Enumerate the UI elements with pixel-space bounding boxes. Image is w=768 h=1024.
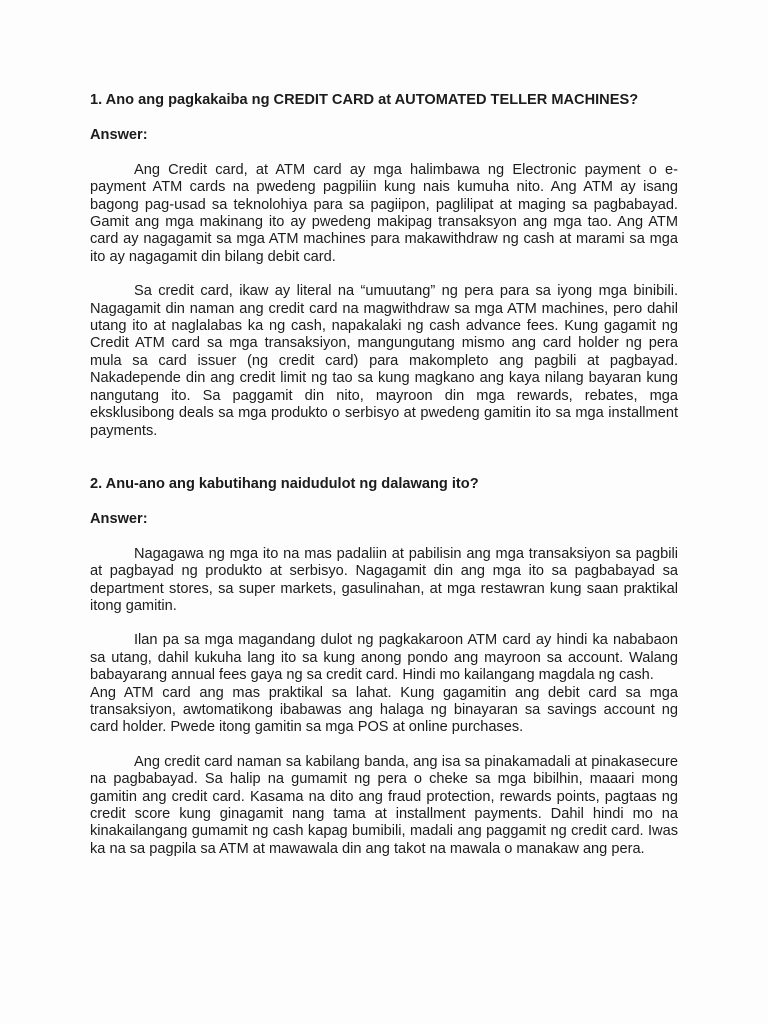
answer-1-paragraph-2: Sa credit card, ikaw ay literal na “umuutang” ng pera para sa iyong mga binibili. Nagagamit din naman ang credit card na magwithdraw sa mga ATM machines, pero dahil utang ito at naglalabas ka ng cash, napakalaki ng cash advance fees. Kung gagamit ng Credit ATM card sa mga transaksiyon, mangungutang mismo ang card holder ng pera mula sa card issuer (ng credit card) para makompleto ang pagbili at pagbayad. Nakadepende din ang credit limit ng tao sa kung magkano ang kaya nilang bayaran kung nangutang ito. Sa paggamit din nito, mayroon din mga rewards, rebates, mga eksklusibong deals sa mga produkto o serbisyo at pwedeng gamitin ito sa mga installment payments. xyxy=(90,283,678,439)
answer-2-paragraph-4: Ang credit card naman sa kabilang banda, ang isa sa pinakamadali at pinakasecure na pagbabayad. Sa halip na gumamit ng pera o cheke sa mga bibilhin, maaari mong gamitin ang credit card. Kasama na dito ang fraud protection, rewards points, pagtaas ng credit score kung ginagamit nang tama at installment payments. Dahil hindi mo na kinakailangang gumamit ng cash kapag bumibili, madali ang paggamit ng credit card. Iwas ka na sa pagpila sa ATM at mawawala din ang takot na mawala o manakaw ang pera. xyxy=(90,753,678,857)
answer-2-paragraph-1: Nagagawa ng mga ito na mas padaliin at pabilisin ang mga transaksiyon sa pagbili at pagbayad ng produkto at serbisyo. Nagagamit din ang mga ito sa pagbabayad sa department stores, sa super markets, gasulinahan, at mga restawran kung saan praktikal itong gamitin. xyxy=(90,545,678,614)
document-body xyxy=(90,92,678,858)
answer-2-label: Answer: xyxy=(90,511,148,528)
answer-2-paragraph-2: Ilan pa sa mga magandang dulot ng pagkakaroon ATM card ay hindi ka nababaon sa utang, dahil kukuha lang ito sa kung anong pondo ang mayroon sa account. Walang babayarang annual fees gaya ng sa credit card. Hindi mo kailangang magdala ng cash. xyxy=(90,632,678,684)
answer-1-label: Answer: xyxy=(90,127,148,144)
paragraph-spacer xyxy=(90,266,678,283)
paragraph-spacer xyxy=(90,737,678,754)
question-1-heading: 1. Ano ang pagkakaiba ng CREDIT CARD at AUTOMATED TELLER MACHINES? xyxy=(90,92,639,108)
section-spacer xyxy=(90,440,678,476)
question-2-heading: 2. Anu-ano ang kabutihang naidudulot ng dalawang ito? xyxy=(90,475,479,492)
paragraph-spacer xyxy=(90,615,678,632)
answer-2-paragraph-3: Ang ATM card ang mas praktikal sa lahat. Kung gagamitin ang debit card sa mga transaksiyon, awtomatikong ibabawas ang halaga ng binayaran sa savings account ng card holder. Pwede itong gamitin sa mga POS at online purchases. xyxy=(90,684,678,736)
answer-1-paragraph-1: Ang Credit card, at ATM card ay mga halimbawa ng Electronic payment o e-payment ATM cards na pwedeng pagpiliin kung nais kumuha nito. Ang ATM ay isang bagong pag-usad sa teknolohiya para sa pagiipon, paglilipat at maging sa pagbabayad. Gamit ang mga makinang ito ay pwedeng makipag transaksyon ang mga tao. Ang ATM card ay nagagamit sa mga ATM machines para makawithdraw ng cash at marami sa mga ito ay nagagamit din bilang debit card. xyxy=(90,161,678,265)
